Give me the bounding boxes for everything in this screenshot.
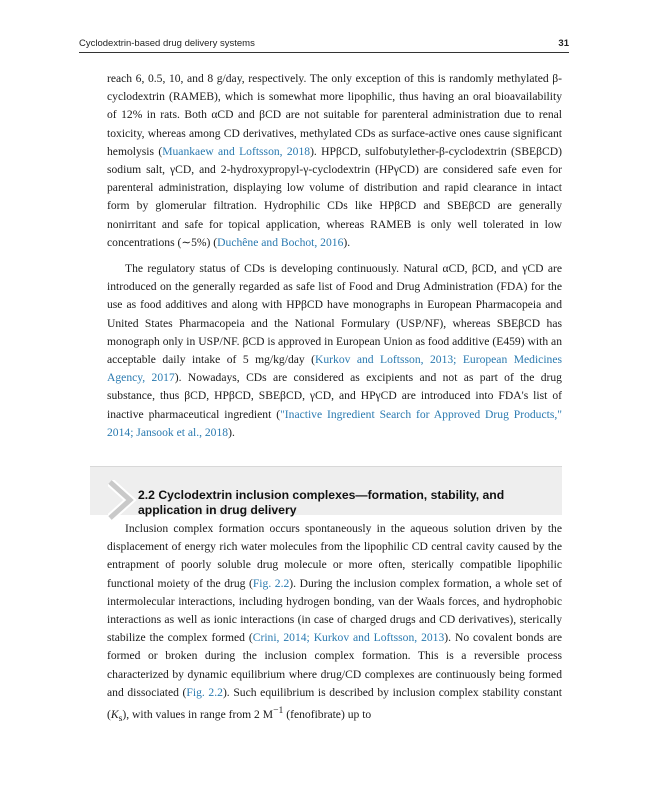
paragraph-1 (107, 70, 562, 252)
stability-constant-symbol: K (110, 707, 119, 721)
para3-text-1: Inclusion complex formation occurs spontaneously in the aqueous solution driven by the displacement of energy rich water molecules from the lipophilic CD central cavity caused by the entrapment of poorly soluble drug molecule or more often, sterically compatible lipophilic functional moiety of the drug ( (107, 522, 562, 590)
citation-link[interactable]: Muankaew and Loftsson, 2018 (162, 144, 311, 158)
para1-text-2: ). HPβCD, sulfobutylether-β-cyclodextrin (SBEβCD) sodium salt, γCD, and 2-hydroxypropyl-γ-cyclodextrin (HPγCD) are considered safe even for parenteral administration, displaying low volume of distribution and rapid clearance in intact form by glomerular filtration. Hydrophilic CDs like HPβCD and SBEβCD are generally nonirritant and safe for topical application, whereas RAMEB is only well tolerated in low concentrations (∼5%) ( (107, 144, 562, 249)
figure-link[interactable]: Fig. 2.2 (252, 576, 290, 590)
section-heading-band (90, 466, 562, 518)
citation-link[interactable]: Crini, 2014; Kurkov and Loftsson, 2013 (252, 631, 445, 645)
para1-text-3: ). (343, 235, 351, 249)
running-title: Cyclodextrin-based drug delivery systems (79, 38, 255, 49)
para3-text-2: ). During the inclusion complex formation, a whole set of intermolecular interactions, including hydrogen bonding, van der Waals forces, and hydrophobic interactions as well as ionic interactions (in case of charged drugs and CD derivatives), sterically stabilize the complex formed ( (107, 576, 562, 645)
para2-text-1: The regulatory status of CDs is developing continuously. Natural αCD, βCD, and γCD are introduced on the generally regarded as safe list of Food and Drug Administration (FDA) for the use as food additives and along with HPβCD have monographs in European Pharmacopeia and United States Pharmacopeia and the National Formulary (USP/NF), whereas SBEβCD has monograph only in USP/NF. βCD is approved in European Union as food additive (E459) with an acceptable daily intake of 5 mg/kg/day ( (107, 262, 562, 367)
para3-text-4: ). Such equilibrium is described by inclusion complex stability constant ( (107, 685, 562, 721)
para3-text-5: ), with values in range from 2 M (122, 707, 274, 721)
chevron-right-icon (108, 480, 138, 520)
para2-text-3: ). (228, 425, 235, 439)
section-title: 2.2 Cyclodextrin inclusion complexes—formation, stability, and application in drug delivery (138, 488, 505, 517)
para1-text-1: reach 6, 0.5, 10, and 8 g/day, respectively. The only exception of this is randomly methylated β-cyclodextrin (RAMEB), which is somewhat more lipophilic, thus having an oral bioavailability of 12% in rats. Both αCD and βCD are not suitable for parenteral administration due to renal toxicity, whereas among CD derivatives, methylated CDs as surface-active ones cause significant hemolysis ( (107, 72, 562, 158)
page-number: 31 (558, 38, 569, 49)
figure-link[interactable]: Fig. 2.2 (186, 685, 223, 699)
para2-text-2: ). Nowadays, CDs are considered as excipients and not as part of the drug substance, thus βCD, HPβCD, SBEβCD, γCD, and HPγCD are introduced into FDA's list of inactive pharmaceutical ingredient ( (107, 371, 562, 421)
citation-link[interactable]: Kurkov and Loftsson, 2013; European Medicines Agency, 2017 (107, 353, 562, 385)
stability-constant-subscript: s (118, 713, 123, 725)
running-header (79, 38, 569, 53)
paragraph-2 (107, 260, 562, 442)
para3-text-6: (fenofibrate) up to (283, 707, 372, 721)
unit-exponent: −1 (273, 705, 284, 717)
citation-link[interactable]: Duchêne and Bochot, 2016 (217, 235, 344, 249)
citation-link[interactable]: "Inactive Ingredient Search for Approved Drug Products," 2014; Jansook et al., 2018 (107, 407, 562, 439)
para3-text-3: ). No covalent bonds are formed or broken during the inclusion complex formation. This is a reversible process characterized by dynamic equilibrium where drug/CD complexes are continuously being formed and dissociated ( (107, 631, 562, 699)
paragraph-3 (107, 520, 562, 728)
